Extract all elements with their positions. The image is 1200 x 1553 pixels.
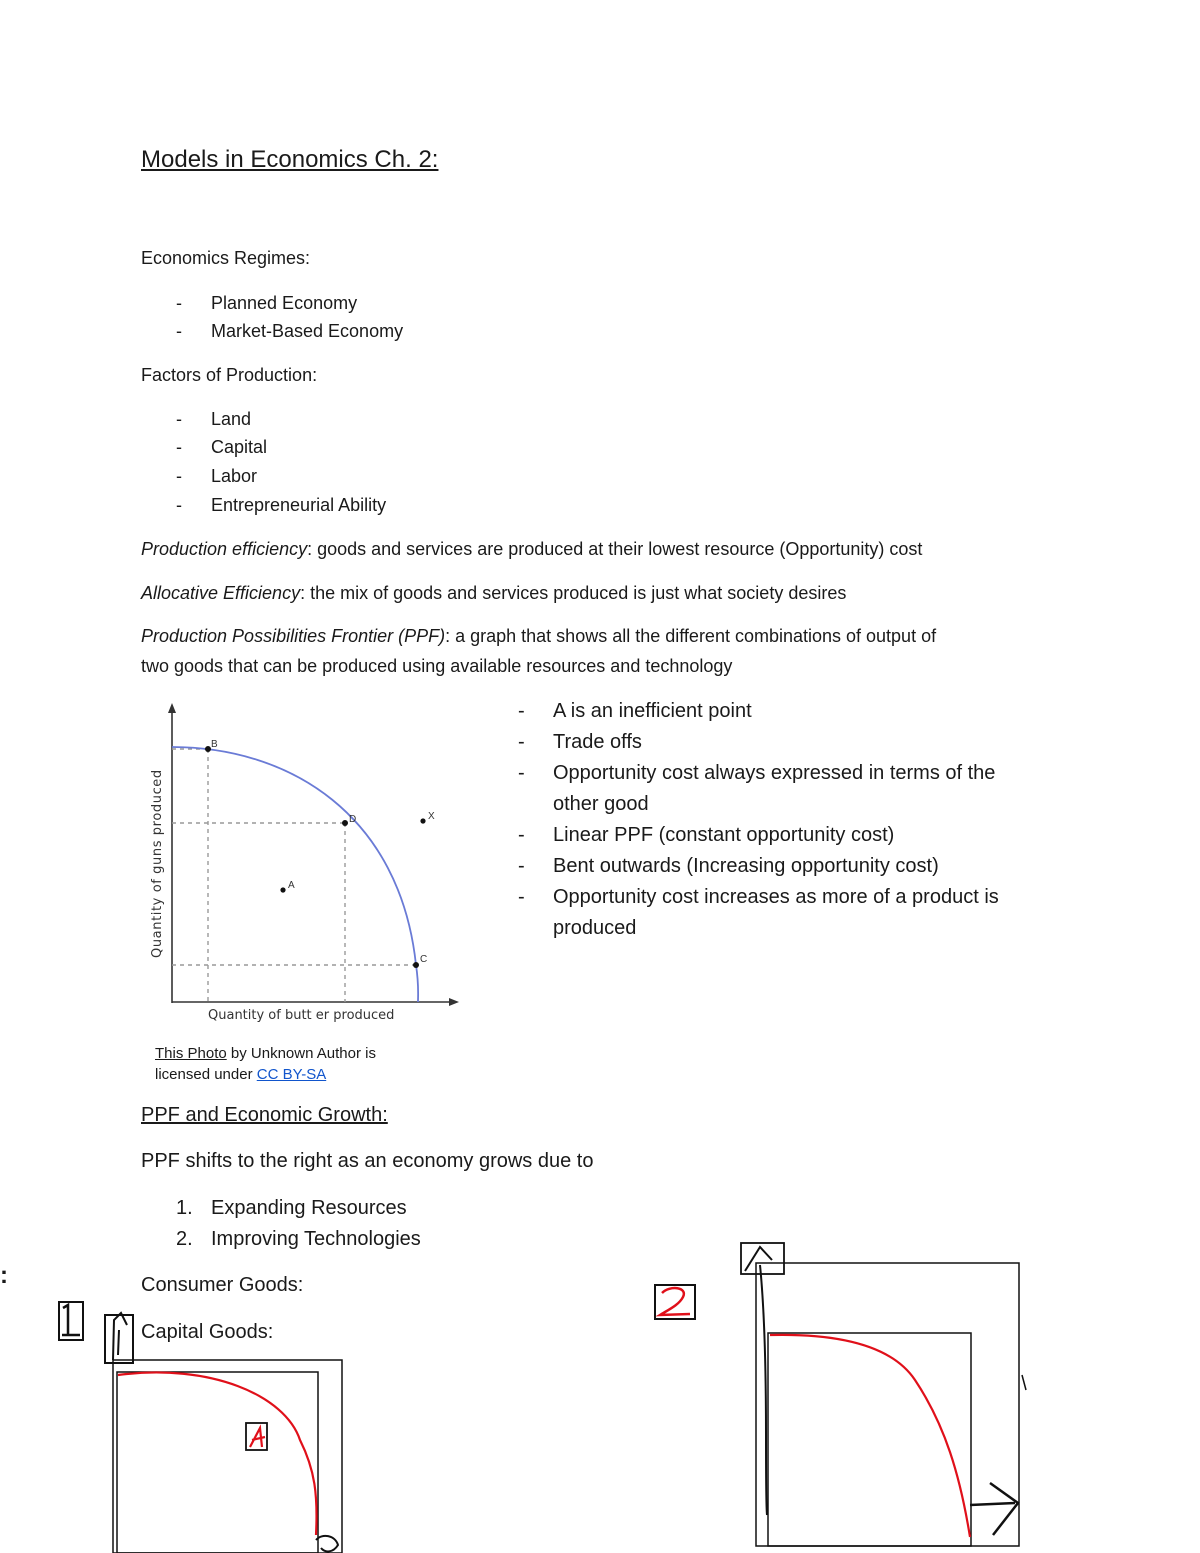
sketch-number-1 [59,1302,83,1340]
point-a [280,887,285,892]
growth-num-2: 2. [176,1228,193,1250]
x-axis-arrow [449,998,459,1006]
point-b-label: B [211,739,218,750]
production-efficiency-definition [141,539,922,560]
note-dash-1: - [518,700,525,722]
caption-license-link[interactable]: CC BY-SA [256,1066,327,1083]
stray-colon: : [0,1262,8,1289]
note-3: Opportunity cost always expressed in terms of the [553,762,996,784]
production-efficiency-text: : goods and services are produced at their lowest resource (Opportunity) cost [307,539,923,559]
caption-photo-link[interactable]: This Photo [155,1045,227,1062]
sketch-ppf-2 [741,1243,1026,1546]
ppf-curve [172,747,418,1002]
factors-dash-2: - [176,437,182,457]
point-d-label: D [349,814,357,825]
growth-heading: PPF and Economic Growth: [141,1104,388,1126]
caption-line2 [155,1064,376,1085]
point-a-label: A [288,880,295,891]
growth-intro: PPF shifts to the right as an economy grows due to [141,1150,594,1172]
sketch-number-2 [655,1285,695,1319]
factors-item-1: Land [211,409,252,429]
regimes-item-1: Planned Economy [211,293,358,313]
note-3-cont: other good [553,793,649,815]
factors-heading: Factors of Production: [141,365,318,385]
note-dash-5: - [518,855,525,877]
factors-item-3: Labor [211,466,258,486]
y-axis-arrow [168,703,176,713]
note-dash-3: - [518,762,525,784]
growth-item-2: Improving Technologies [211,1228,421,1250]
note-dash-4: - [518,824,525,846]
note-1: A is an inefficient point [553,700,752,722]
point-x [420,818,425,823]
guide-lines [172,749,416,1002]
factors-dash-4: - [176,495,182,515]
note-dash-6: - [518,886,525,908]
ppf-term: Production Possibilities Frontier (PPF) [141,626,446,646]
photo-caption [155,1043,376,1085]
allocative-efficiency-definition [141,583,846,604]
growth-item-1: Expanding Resources [211,1197,407,1219]
caption-text2: licensed under [155,1066,257,1083]
production-efficiency-term: Production efficiency [141,539,308,559]
regimes-dash-2: - [176,321,182,341]
allocative-efficiency-text: : the mix of goods and services produced is just what society desires [300,583,847,603]
note-4: Linear PPF (constant opportunity cost) [553,824,895,846]
ppf-definition-line2: two goods that can be produced using available resources and technology [141,656,733,676]
factors-item-2: Capital [211,437,268,457]
factors-dash-1: - [176,409,182,429]
sketch-up-arrow-box [105,1313,133,1363]
allocative-efficiency-term: Allocative Efficiency [141,583,301,603]
consumer-goods-label: Consumer Goods: [141,1274,304,1296]
capital-goods-label: Capital Goods: [141,1321,274,1343]
page-title: Models in Economics Ch. 2: [141,146,439,173]
note-dash-2: - [518,731,525,753]
note-2: Trade offs [553,731,642,753]
ppf-definition-line1 [141,626,936,647]
x-axis-label: Quantity of butt er produced [208,1008,395,1023]
factors-item-4: Entrepreneurial Ability [211,495,387,515]
note-6: Opportunity cost increases as more of a product is [553,886,999,908]
sketch-ppf-1 [113,1360,342,1553]
point-d [342,820,348,826]
handwritten-sketches [0,1235,1200,1553]
caption-text1: by Unknown Author is [226,1045,376,1062]
point-c [413,962,419,968]
note-6-cont: produced [553,917,637,939]
factors-dash-3: - [176,466,182,486]
regimes-dash-1: - [176,293,182,313]
growth-num-1: 1. [176,1197,193,1219]
point-c-label: C [420,954,428,965]
point-x-label: X [428,811,435,822]
regimes-heading: Economics Regimes: [141,248,311,268]
regimes-item-2: Market-Based Economy [211,321,404,341]
ppf-chart [140,695,470,1030]
ppf-text-line1: : a graph that shows all the different combinations of output of [445,626,937,646]
caption-line1 [155,1043,376,1064]
y-axis-label: Quantity of guns produced [150,769,165,958]
note-5: Bent outwards (Increasing opportunity cost) [553,855,939,877]
